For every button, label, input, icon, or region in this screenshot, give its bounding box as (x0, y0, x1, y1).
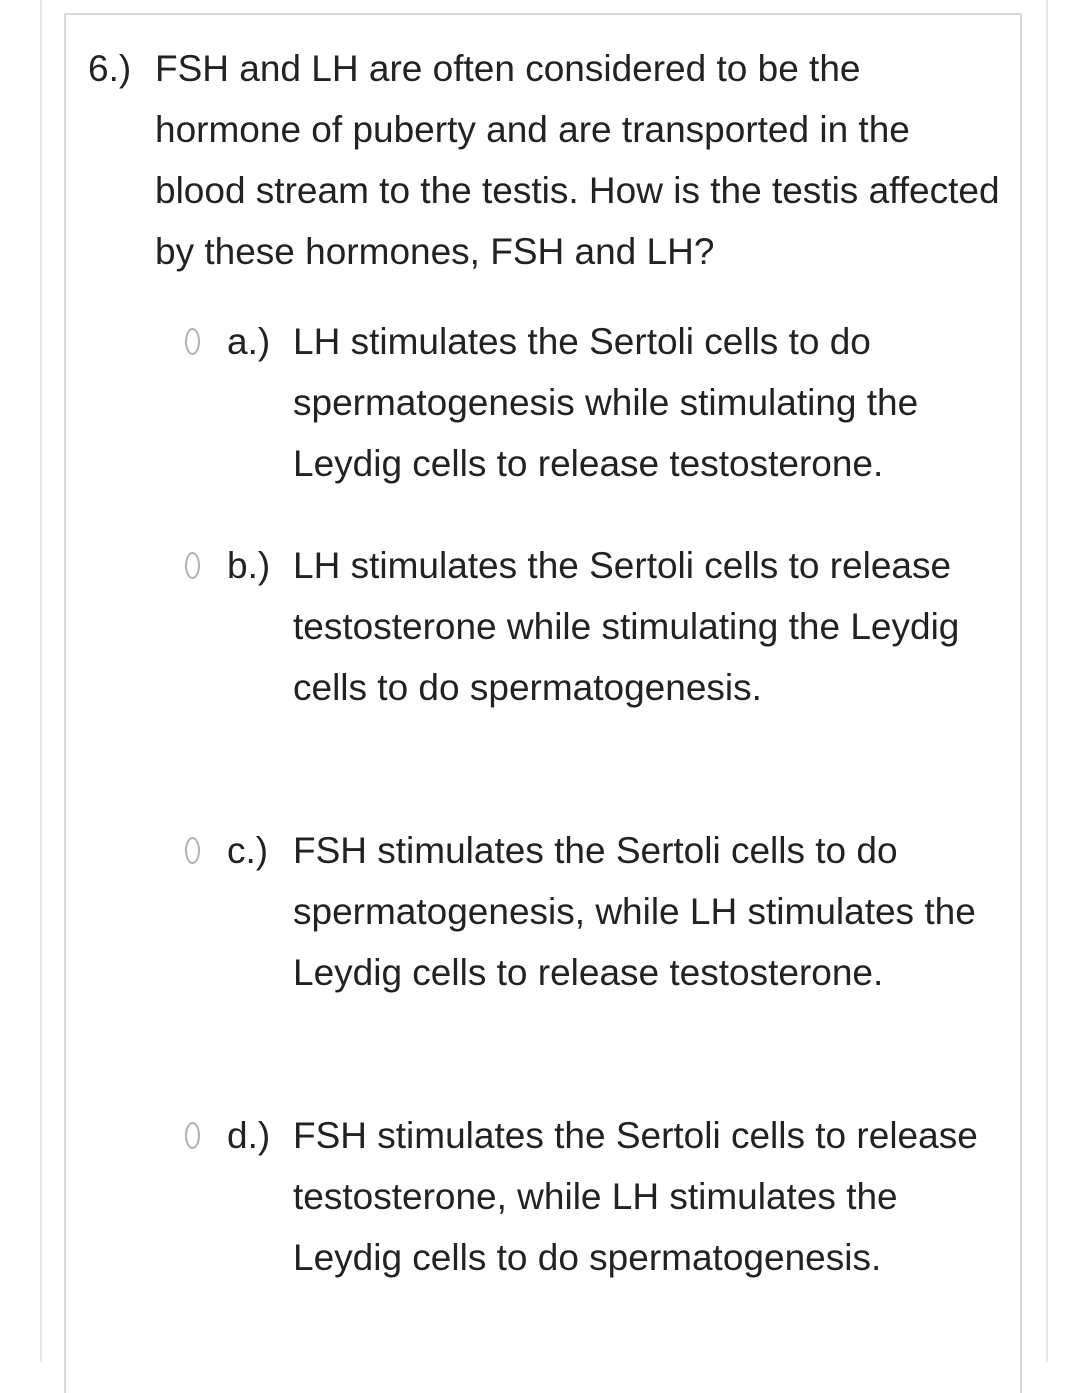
page-border-left (40, 0, 42, 1362)
option-d-text: FSH stimulates the Sertoli cells to release testosterone, while LH stimulates the Leydig cells to do spermatogenesis. (293, 1115, 978, 1278)
option-b-letter: b.) (227, 545, 271, 586)
option-b-text: LH stimulates the Sertoli cells to release testosterone while stimulating the Leydig cells to do spermatogenesis. (293, 545, 960, 708)
option-a-text: LH stimulates the Sertoli cells to do spermatogenesis while stimulating the Leydig cells to release testosterone. (293, 321, 919, 484)
option-c-text: FSH stimulates the Sertoli cells to do spermatogenesis, while LH stimulates the Leydig cells to release testosterone. (293, 830, 976, 993)
question (88, 38, 1008, 282)
option-c-radio[interactable] (185, 837, 200, 864)
option-a-radio[interactable] (185, 328, 200, 355)
option-a[interactable] (185, 311, 1015, 494)
option-d-letter: d.) (227, 1115, 271, 1156)
question-text: FSH and LH are often considered to be the hormone of puberty and are transported in the blood stream to the testis. How is the testis affected by these hormones, FSH and LH? (155, 48, 1000, 272)
page-border-right (1046, 0, 1048, 1362)
option-b-radio[interactable] (185, 552, 200, 579)
option-c-letter: c.) (227, 830, 269, 871)
option-d-radio[interactable] (185, 1122, 200, 1149)
question-number: 6.) (88, 48, 132, 89)
option-c[interactable] (185, 820, 1015, 1003)
option-d[interactable] (185, 1105, 1015, 1288)
option-b[interactable] (185, 535, 1015, 718)
option-a-letter: a.) (227, 321, 271, 362)
